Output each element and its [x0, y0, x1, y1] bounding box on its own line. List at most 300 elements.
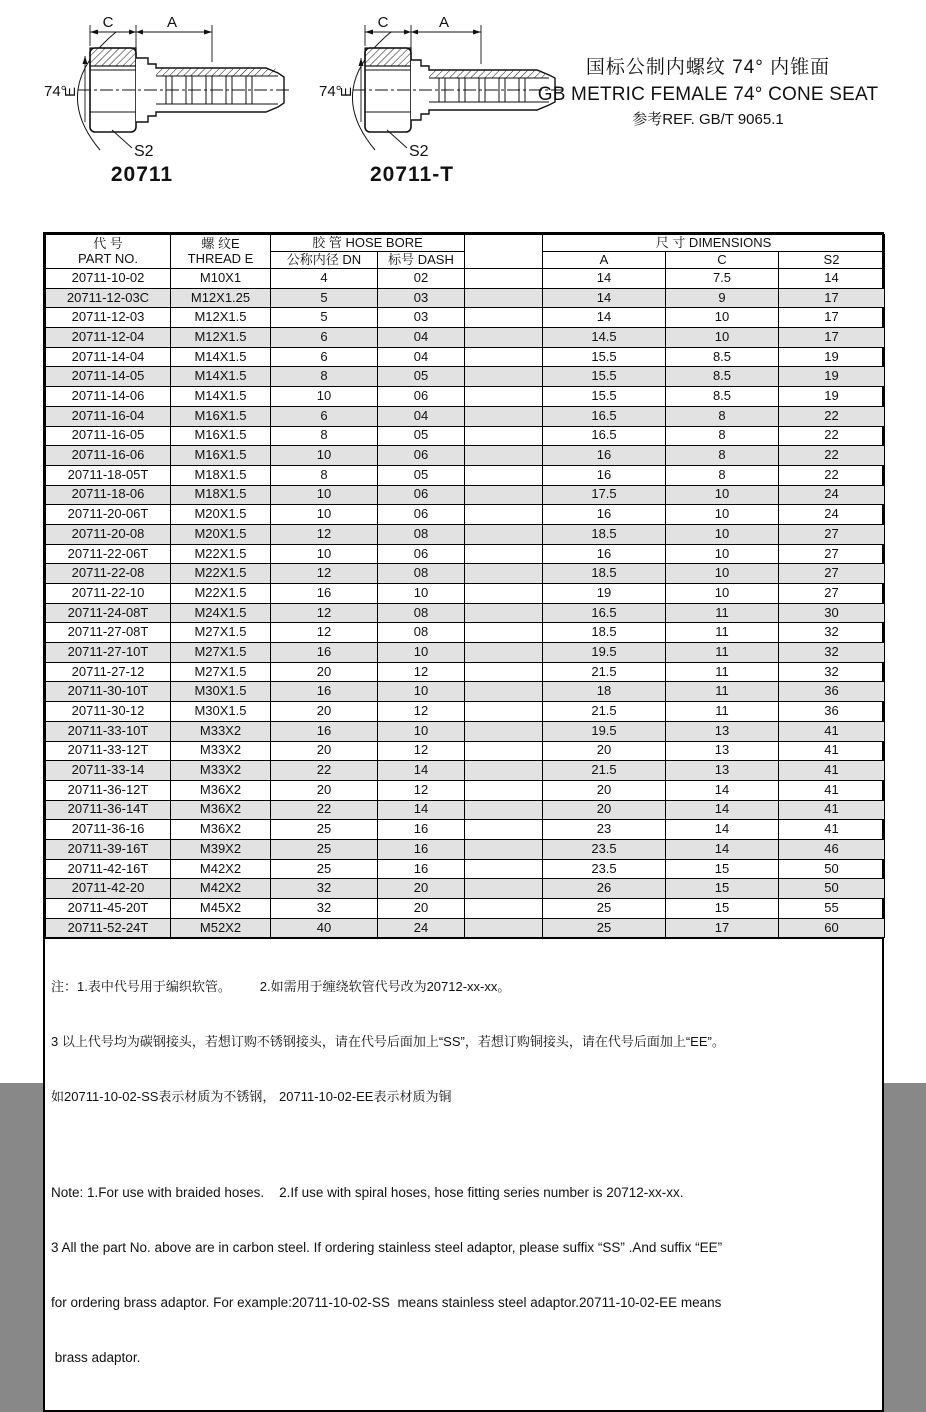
table-row — [46, 879, 885, 899]
fitting-diagram-20711 — [42, 12, 292, 160]
table-cell: 12 — [378, 741, 465, 761]
table-cell: 20711-22-08 — [46, 564, 171, 584]
spacer-cell — [465, 662, 543, 682]
table-cell: 20711-12-04 — [46, 328, 171, 348]
spacer-cell — [465, 446, 543, 466]
table-cell: 22 — [779, 426, 885, 446]
table-cell: 10 — [378, 721, 465, 741]
table-cell: 18.5 — [543, 623, 666, 643]
table-cell: 27 — [779, 584, 885, 604]
parts-table-header — [46, 235, 885, 269]
table-cell: 10 — [666, 584, 779, 604]
table-cell: 05 — [378, 367, 465, 387]
table-cell: M42X2 — [171, 859, 271, 879]
table-cell: 11 — [666, 702, 779, 722]
table-cell: 12 — [378, 662, 465, 682]
spacer-cell — [465, 465, 543, 485]
table-row — [46, 524, 885, 544]
table-cell: 24 — [779, 505, 885, 525]
table-cell: 20 — [378, 899, 465, 919]
table-row — [46, 584, 885, 604]
spacer-cell — [465, 288, 543, 308]
dim-label-c: C — [377, 14, 389, 31]
table-cell: M42X2 — [171, 879, 271, 899]
col-group-dimensions: 尺 寸 DIMENSIONS — [543, 235, 885, 252]
spacer-cell — [465, 623, 543, 643]
table-cell: 10 — [271, 446, 378, 466]
table-cell: M45X2 — [171, 899, 271, 919]
notes-block — [45, 938, 882, 1409]
spacer-cell — [465, 485, 543, 505]
table-row — [46, 505, 885, 525]
table-cell: 11 — [666, 603, 779, 623]
table-row — [46, 741, 885, 761]
table-cell: 20711-36-12T — [46, 780, 171, 800]
table-cell: 15.5 — [543, 367, 666, 387]
parts-table-box — [43, 232, 884, 1412]
table-cell: 10 — [666, 485, 779, 505]
table-cell: M10X1 — [171, 269, 271, 289]
col-header-part-no-en: PART NO. — [78, 250, 138, 266]
table-cell: 14 — [378, 800, 465, 820]
table-cell: 20711-27-12 — [46, 662, 171, 682]
table-cell: 23.5 — [543, 859, 666, 879]
table-cell: 20711-33-10T — [46, 721, 171, 741]
table-cell: 21.5 — [543, 702, 666, 722]
table-cell: 41 — [779, 820, 885, 840]
cone-angle-label: 74° — [44, 83, 67, 100]
table-cell: 05 — [378, 465, 465, 485]
col-header-dash: 标号 DASH — [378, 252, 465, 269]
reference-standard: 参考REF. GB/T 9065.1 — [632, 111, 784, 128]
table-cell: 21.5 — [543, 761, 666, 781]
table-cell: 10 — [271, 544, 378, 564]
table-cell: 08 — [378, 524, 465, 544]
table-cell: 11 — [666, 643, 779, 663]
table-cell: 32 — [779, 662, 885, 682]
table-cell: 41 — [779, 800, 885, 820]
table-row — [46, 702, 885, 722]
table-cell: 20711-39-16T — [46, 839, 171, 859]
table-cell: 20711-16-06 — [46, 446, 171, 466]
table-cell: M27X1.5 — [171, 643, 271, 663]
table-cell: 8.5 — [666, 367, 779, 387]
note-cn-line: 如20711-10-02-SS表示材质为不锈钢， 20711-10-02-EE表示材质为铜 — [51, 1089, 452, 1105]
table-cell: 05 — [378, 426, 465, 446]
table-row — [46, 800, 885, 820]
spacer-cell — [465, 584, 543, 604]
table-cell: 8 — [666, 446, 779, 466]
spacer-cell — [465, 603, 543, 623]
table-cell: 19 — [543, 584, 666, 604]
table-cell: 8 — [666, 465, 779, 485]
table-cell: 27 — [779, 544, 885, 564]
spacer-cell — [465, 780, 543, 800]
table-cell: 13 — [666, 761, 779, 781]
spacer-cell — [465, 918, 543, 938]
table-cell: M12X1.5 — [171, 308, 271, 328]
table-cell: 14 — [666, 820, 779, 840]
table-cell: 14 — [378, 761, 465, 781]
table-cell: 06 — [378, 387, 465, 407]
table-row — [46, 623, 885, 643]
table-cell: 8.5 — [666, 347, 779, 367]
table-cell: 20711-36-16 — [46, 820, 171, 840]
table-cell: 20711-12-03C — [46, 288, 171, 308]
table-cell: M30X1.5 — [171, 702, 271, 722]
table-cell: 10 — [271, 505, 378, 525]
table-cell: 18 — [543, 682, 666, 702]
table-cell: 03 — [378, 288, 465, 308]
parts-table — [45, 234, 885, 938]
table-row — [46, 839, 885, 859]
col-header-part-no-cn: 代 号 — [93, 235, 123, 251]
spacer-cell — [465, 879, 543, 899]
table-cell: 20711-36-14T — [46, 800, 171, 820]
table-row — [46, 446, 885, 466]
table-cell: 10 — [666, 544, 779, 564]
table-cell: 20711-33-12T — [46, 741, 171, 761]
table-cell: M52X2 — [171, 918, 271, 938]
dim-label-e: E — [338, 86, 355, 98]
table-cell: 03 — [378, 308, 465, 328]
col-header-part-no — [46, 235, 171, 269]
table-cell: 16 — [378, 839, 465, 859]
table-cell: 18.5 — [543, 524, 666, 544]
table-row — [46, 721, 885, 741]
table-cell: M24X1.5 — [171, 603, 271, 623]
table-cell: 06 — [378, 544, 465, 564]
parts-table-body — [46, 269, 885, 938]
table-cell: 8.5 — [666, 387, 779, 407]
table-cell: 10 — [666, 564, 779, 584]
spacer-cell — [465, 269, 543, 289]
table-cell: 20711-30-10T — [46, 682, 171, 702]
dim-label-a: A — [166, 14, 178, 31]
table-cell: M27X1.5 — [171, 662, 271, 682]
spacer-cell — [465, 564, 543, 584]
table-row — [46, 387, 885, 407]
spacer-cell — [465, 328, 543, 348]
table-cell: 08 — [378, 603, 465, 623]
col-group-hose-bore: 胶 管 HOSE BORE — [271, 235, 465, 252]
table-cell: 20 — [271, 662, 378, 682]
table-cell: M16X1.5 — [171, 446, 271, 466]
table-cell: 20711-14-04 — [46, 347, 171, 367]
table-cell: 17 — [779, 288, 885, 308]
table-row — [46, 564, 885, 584]
table-cell: 19 — [779, 367, 885, 387]
table-cell: 04 — [378, 328, 465, 348]
table-cell: 16 — [271, 721, 378, 741]
table-cell: 17.5 — [543, 485, 666, 505]
table-cell: 5 — [271, 308, 378, 328]
table-row — [46, 347, 885, 367]
table-cell: 32 — [271, 899, 378, 919]
table-cell: 20711-10-02 — [46, 269, 171, 289]
table-cell: 12 — [378, 780, 465, 800]
table-row — [46, 899, 885, 919]
table-row — [46, 662, 885, 682]
table-cell: 19 — [779, 347, 885, 367]
page-title-cn: 国标公制内螺纹 74° 内锥面 — [585, 57, 831, 78]
table-cell: 20711-27-10T — [46, 643, 171, 663]
table-cell: 11 — [666, 682, 779, 702]
spacer-cell — [465, 347, 543, 367]
col-header-c: C — [666, 252, 779, 269]
col-header-thread-cn: 螺 纹E — [201, 235, 240, 251]
col-header-s2: S2 — [779, 252, 885, 269]
table-cell: 20 — [271, 780, 378, 800]
table-cell: M14X1.5 — [171, 347, 271, 367]
table-row — [46, 288, 885, 308]
table-cell: 41 — [779, 761, 885, 781]
table-cell: M14X1.5 — [171, 367, 271, 387]
table-cell: 16 — [378, 859, 465, 879]
table-cell: 19.5 — [543, 643, 666, 663]
table-cell: 20711-27-08T — [46, 623, 171, 643]
spacer-cell — [465, 367, 543, 387]
spacer-cell — [465, 524, 543, 544]
table-cell: 6 — [271, 328, 378, 348]
dim-label-s2: S2 — [409, 143, 429, 160]
table-cell: 20711-18-06 — [46, 485, 171, 505]
table-cell: 24 — [378, 918, 465, 938]
table-cell: 20711-24-08T — [46, 603, 171, 623]
spacer-cell — [465, 308, 543, 328]
note-cn-line: 3 以上代号均为碳钢接头，若想订购不锈钢接头，请在代号后面加上“SS”，若想订购铜接头，请在代号后面加上“EE”。 — [51, 1034, 725, 1050]
col-header-thread-en: THREAD E — [187, 250, 254, 266]
table-cell: 20711-20-06T — [46, 505, 171, 525]
table-cell: 12 — [271, 524, 378, 544]
table-cell: M18X1.5 — [171, 465, 271, 485]
table-cell: M22X1.5 — [171, 544, 271, 564]
table-row — [46, 682, 885, 702]
table-cell: M14X1.5 — [171, 387, 271, 407]
table-cell: 41 — [779, 780, 885, 800]
table-cell: M22X1.5 — [171, 584, 271, 604]
table-cell: M16X1.5 — [171, 406, 271, 426]
spacer-cell — [465, 702, 543, 722]
spacer-cell — [465, 682, 543, 702]
table-cell: 20 — [543, 780, 666, 800]
table-cell: 4 — [271, 269, 378, 289]
col-header-a: A — [543, 252, 666, 269]
table-cell: 20 — [271, 741, 378, 761]
col-header-spacer — [465, 235, 543, 269]
table-cell: 50 — [779, 879, 885, 899]
spacer-cell — [465, 387, 543, 407]
table-cell: 04 — [378, 406, 465, 426]
col-header-thread — [171, 235, 271, 269]
table-cell: M33X2 — [171, 741, 271, 761]
table-cell: 16 — [378, 820, 465, 840]
table-cell: 25 — [271, 839, 378, 859]
table-cell: M18X1.5 — [171, 485, 271, 505]
table-cell: 15.5 — [543, 347, 666, 367]
table-cell: 22 — [271, 761, 378, 781]
table-cell: 6 — [271, 406, 378, 426]
table-cell: M33X2 — [171, 721, 271, 741]
table-cell: 14 — [666, 800, 779, 820]
table-cell: 16.5 — [543, 406, 666, 426]
table-cell: 10 — [378, 682, 465, 702]
note-en-line: for ordering brass adaptor. For example:20711-10-02-SS means stainless steel adaptor.20711-10-02-EE means — [51, 1295, 722, 1311]
table-cell: 06 — [378, 485, 465, 505]
table-cell: 20 — [271, 702, 378, 722]
table-cell: M39X2 — [171, 839, 271, 859]
table-cell: 40 — [271, 918, 378, 938]
table-cell: 20 — [378, 879, 465, 899]
table-cell: 15 — [666, 859, 779, 879]
table-cell: 32 — [779, 623, 885, 643]
table-cell: 18.5 — [543, 564, 666, 584]
table-row — [46, 918, 885, 938]
table-cell: 10 — [666, 308, 779, 328]
table-cell: 20711-22-06T — [46, 544, 171, 564]
table-cell: 20711-30-12 — [46, 702, 171, 722]
table-cell: 12 — [271, 603, 378, 623]
spacer-cell — [465, 800, 543, 820]
table-cell: 20711-33-14 — [46, 761, 171, 781]
table-cell: 10 — [666, 505, 779, 525]
spacer-cell — [465, 406, 543, 426]
table-cell: 26 — [543, 879, 666, 899]
table-cell: 20711-14-05 — [46, 367, 171, 387]
table-cell: 36 — [779, 682, 885, 702]
table-cell: 20711-16-04 — [46, 406, 171, 426]
table-cell: 20711-12-03 — [46, 308, 171, 328]
table-cell: 23 — [543, 820, 666, 840]
table-cell: 10 — [378, 643, 465, 663]
table-cell: 25 — [543, 918, 666, 938]
table-cell: 10 — [271, 485, 378, 505]
table-cell: 16.5 — [543, 603, 666, 623]
col-header-dn: 公称内径 DN — [271, 252, 378, 269]
table-cell: 60 — [779, 918, 885, 938]
table-cell: 41 — [779, 741, 885, 761]
table-row — [46, 465, 885, 485]
table-cell: 36 — [779, 702, 885, 722]
cone-angle-label: 74° — [319, 83, 342, 100]
table-cell: 11 — [666, 662, 779, 682]
table-cell: 17 — [779, 328, 885, 348]
table-cell: M20X1.5 — [171, 505, 271, 525]
table-cell: 32 — [779, 643, 885, 663]
table-cell: 13 — [666, 721, 779, 741]
table-row — [46, 308, 885, 328]
note-en-line: brass adaptor. — [51, 1350, 141, 1366]
page-title-en: GB METRIC FEMALE 74° CONE SEAT — [537, 84, 879, 105]
table-cell: 8 — [666, 426, 779, 446]
table-cell: 16 — [543, 446, 666, 466]
dim-label-a: A — [438, 14, 450, 31]
spacer-cell — [465, 899, 543, 919]
table-cell: 08 — [378, 564, 465, 584]
table-cell: 12 — [271, 623, 378, 643]
table-cell: 04 — [378, 347, 465, 367]
table-cell: 8 — [271, 426, 378, 446]
table-cell: 25 — [271, 859, 378, 879]
figure-caption-20711: 20711 — [110, 163, 174, 186]
dim-label-s2: S2 — [134, 143, 154, 160]
table-cell: 21.5 — [543, 662, 666, 682]
spacer-cell — [465, 839, 543, 859]
dim-label-e: E — [62, 86, 79, 98]
table-row — [46, 761, 885, 781]
table-cell: 16.5 — [543, 426, 666, 446]
table-row — [46, 780, 885, 800]
table-cell: 27 — [779, 564, 885, 584]
table-cell: 20711-14-06 — [46, 387, 171, 407]
table-cell: 8 — [271, 367, 378, 387]
table-cell: 20711-42-16T — [46, 859, 171, 879]
table-cell: 20711-20-08 — [46, 524, 171, 544]
table-cell: 9 — [666, 288, 779, 308]
title-block — [498, 52, 918, 129]
table-row — [46, 544, 885, 564]
table-row — [46, 859, 885, 879]
spacer-cell — [465, 741, 543, 761]
spacer-cell — [465, 426, 543, 446]
table-cell: 27 — [779, 524, 885, 544]
spacer-cell — [465, 721, 543, 741]
table-row — [46, 603, 885, 623]
table-cell: 20711-22-10 — [46, 584, 171, 604]
table-cell: 14 — [779, 269, 885, 289]
table-cell: 06 — [378, 446, 465, 466]
table-row — [46, 406, 885, 426]
table-cell: 46 — [779, 839, 885, 859]
table-cell: 16 — [543, 465, 666, 485]
table-cell: 02 — [378, 269, 465, 289]
table-cell: M12X1.5 — [171, 328, 271, 348]
table-cell: M16X1.5 — [171, 426, 271, 446]
table-cell: 14 — [543, 288, 666, 308]
table-cell: 5 — [271, 288, 378, 308]
spacer-cell — [465, 643, 543, 663]
table-cell: 22 — [779, 446, 885, 466]
spacer-cell — [465, 859, 543, 879]
spacer-cell — [465, 505, 543, 525]
table-cell: 55 — [779, 899, 885, 919]
spacer-cell — [465, 820, 543, 840]
table-cell: 20 — [543, 741, 666, 761]
table-cell: 20711-16-05 — [46, 426, 171, 446]
table-cell: 16 — [543, 505, 666, 525]
table-cell: 30 — [779, 603, 885, 623]
table-cell: M27X1.5 — [171, 623, 271, 643]
note-en-line: Note: 1.For use with braided hoses. 2.If use with spiral hoses, hose fitting series number is 20712-xx-xx. — [51, 1184, 684, 1200]
table-cell: 8 — [666, 406, 779, 426]
figure-caption-20711-T: 20711-T — [369, 163, 455, 186]
table-cell: 10 — [666, 524, 779, 544]
table-cell: 12 — [271, 564, 378, 584]
table-cell: 14 — [666, 839, 779, 859]
table-row — [46, 485, 885, 505]
table-cell: 06 — [378, 505, 465, 525]
table-cell: 16 — [543, 544, 666, 564]
table-cell: 41 — [779, 721, 885, 741]
table-cell: 15.5 — [543, 387, 666, 407]
table-cell: 22 — [271, 800, 378, 820]
table-cell: M36X2 — [171, 800, 271, 820]
table-cell: 08 — [378, 623, 465, 643]
table-cell: 16 — [271, 682, 378, 702]
table-cell: 20 — [543, 800, 666, 820]
table-cell: M36X2 — [171, 780, 271, 800]
table-cell: 22 — [779, 465, 885, 485]
